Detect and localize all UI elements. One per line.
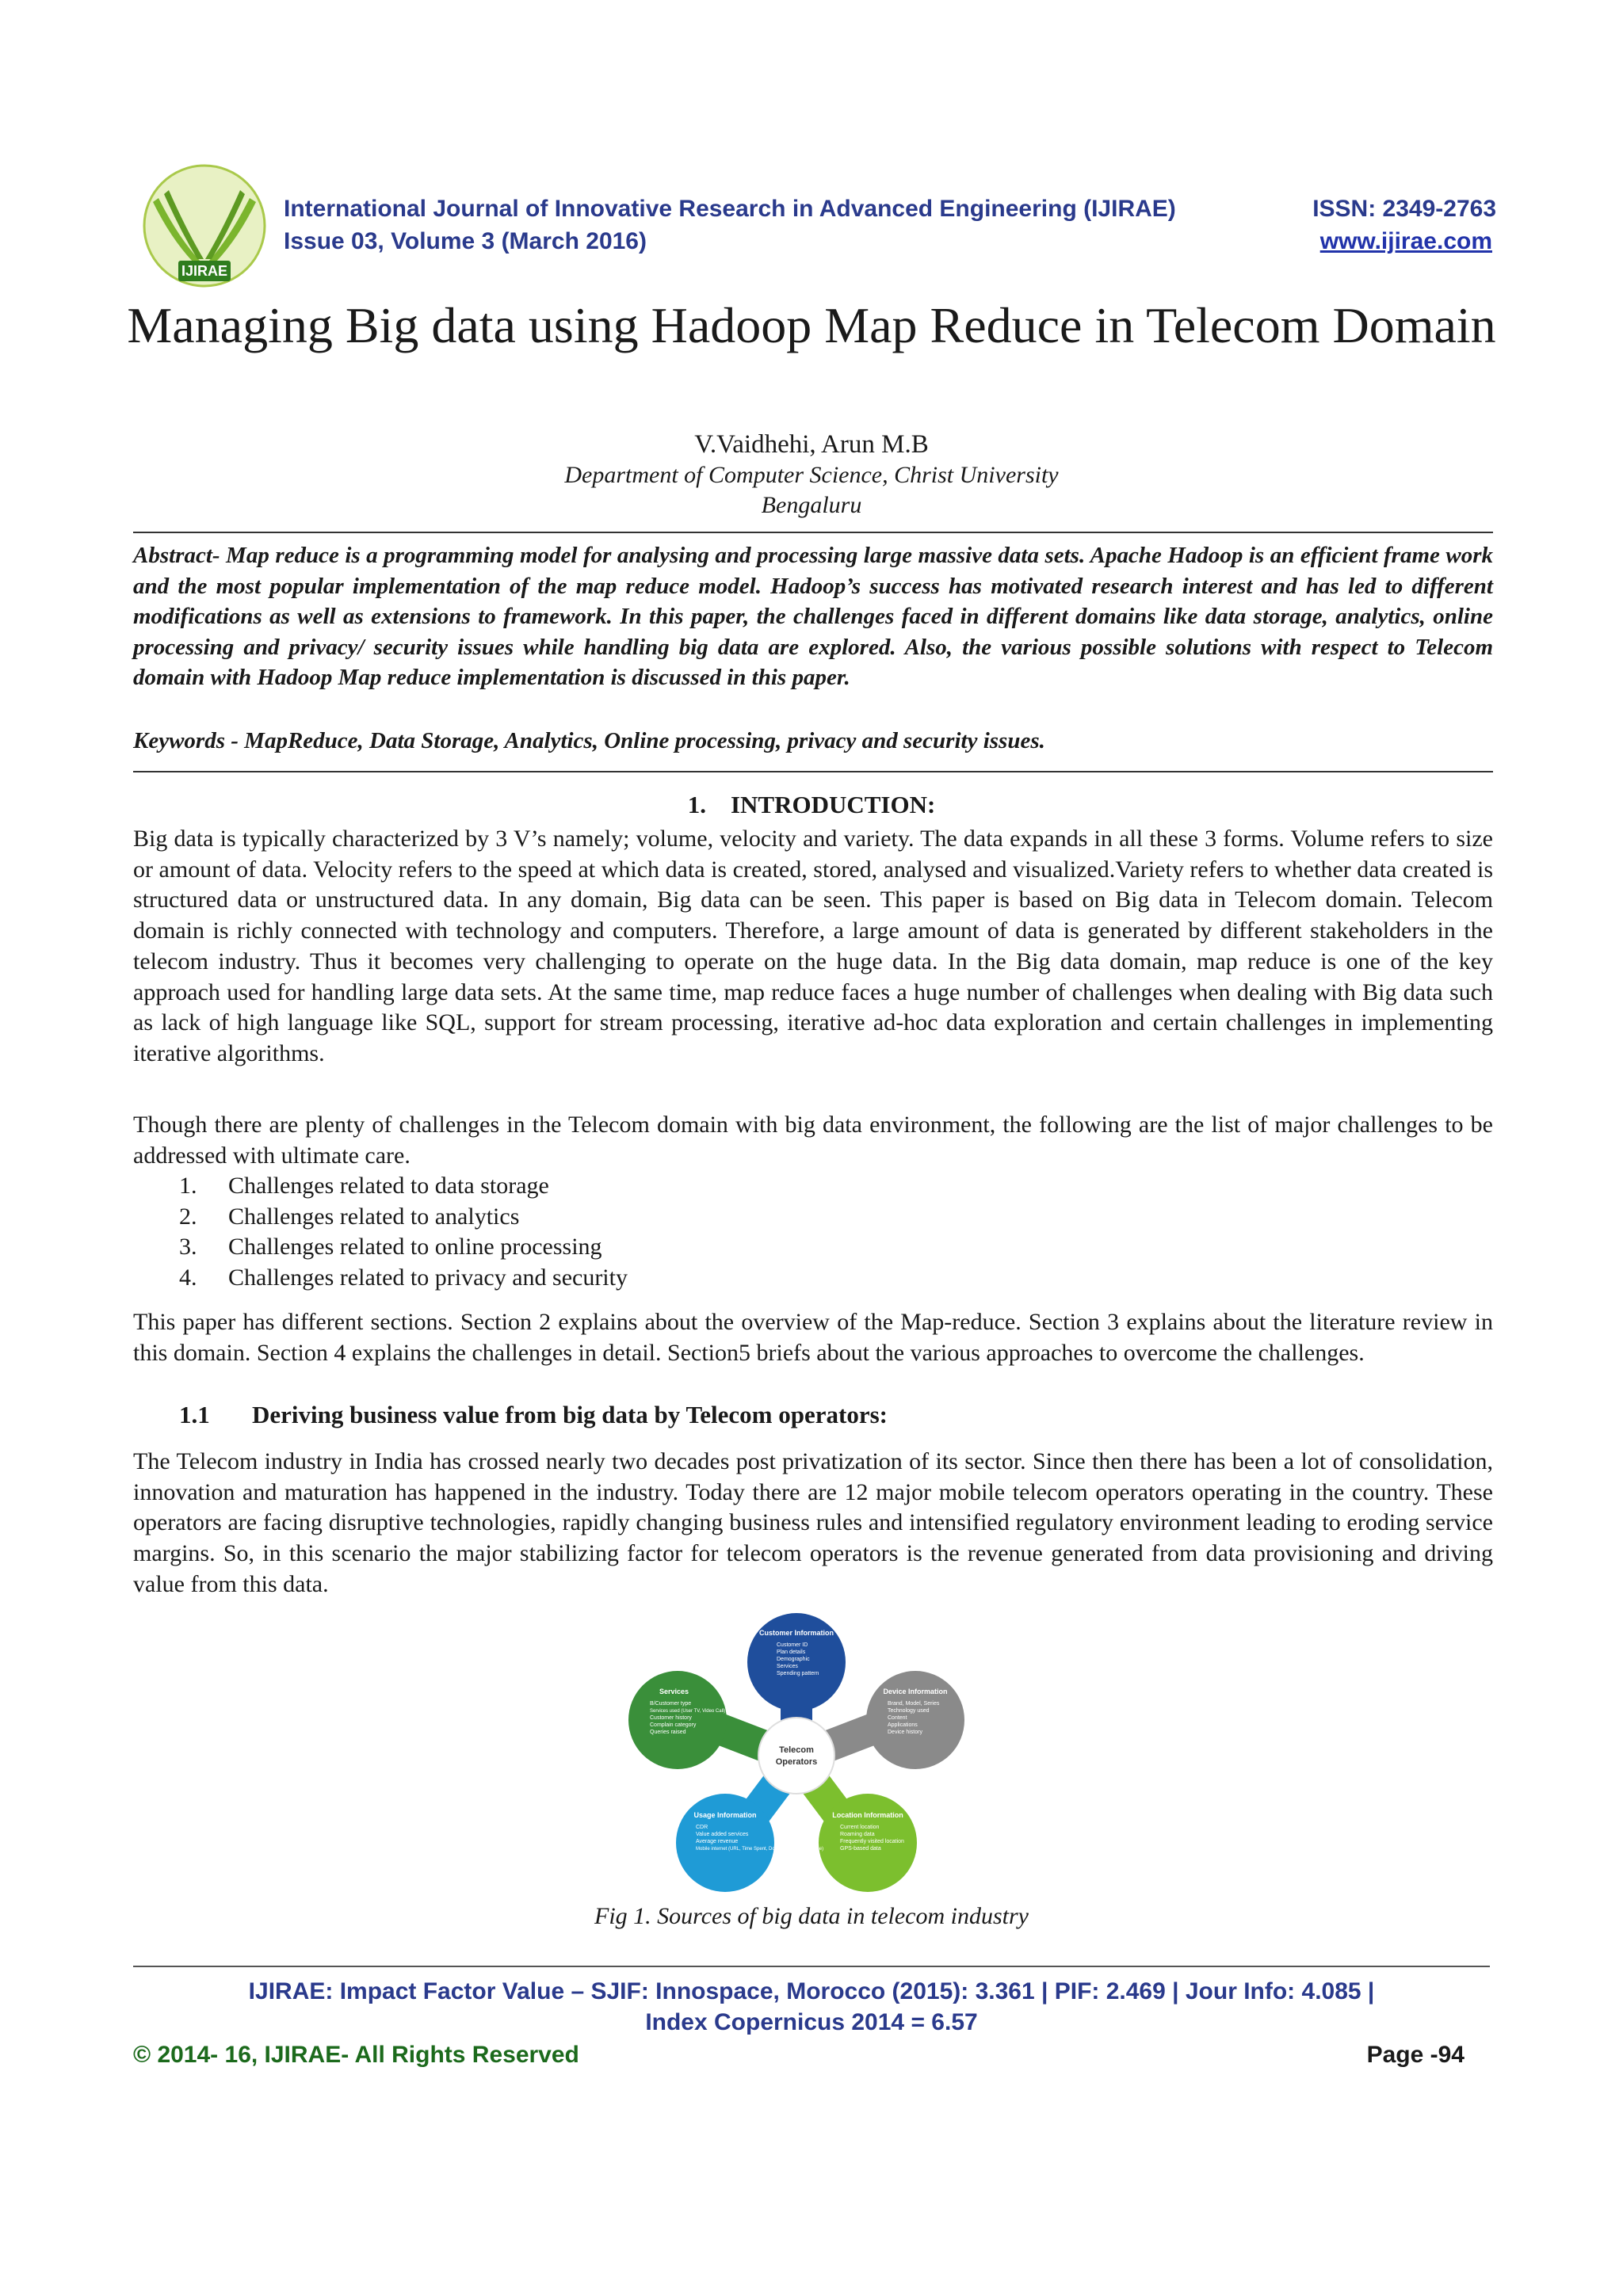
footer-divider	[133, 1966, 1490, 1967]
svg-text:Plan details: Plan details	[777, 1650, 806, 1655]
svg-text:Device Information: Device Information	[883, 1688, 948, 1695]
svg-text:Demographic: Demographic	[777, 1657, 810, 1662]
list-item: 1. Challenges related to data storage	[179, 1173, 549, 1199]
section-heading-introduction: 1. INTRODUCTION:	[687, 791, 936, 818]
ijirae-logo	[131, 162, 278, 289]
divider-bottom	[133, 771, 1493, 772]
list-item: 4. Challenges related to privacy and security	[179, 1264, 628, 1291]
figure-caption: Fig 1. Sources of big data in telecom industry	[594, 1903, 1029, 1929]
keywords: Keywords - MapReduce, Data Storage, Analytics, Online processing, privacy and security issues.	[133, 728, 1045, 753]
telecom-data-sources-figure	[610, 1613, 983, 1898]
svg-text:CDR: CDR	[696, 1825, 708, 1830]
svg-text:Frequently visited location: Frequently visited location	[840, 1839, 904, 1844]
footer-index-copernicus: Index Copernicus 2014 = 6.57	[645, 2009, 978, 2035]
svg-text:B/Customer type: B/Customer type	[650, 1701, 692, 1707]
svg-text:Roaming data: Roaming data	[840, 1832, 875, 1837]
svg-text:Services: Services	[777, 1664, 798, 1669]
list-item: 2. Challenges related to analytics	[179, 1203, 520, 1230]
svg-text:Complain category: Complain category	[650, 1722, 697, 1728]
intro-paragraph-1: Big data is typically characterized by 3 V’s namely; volume, velocity and variety. The data expands in all these 3 forms. Volume refers to size or amount of data. Velocity refers to the speed at which data is created, stored, analysed and visualized.Variety refers to whether data created is structured data or unstructured data. In any domain, Big data can be seen. This paper is based on Big data in Telecom domain. Telecom domain is richly connected with technology and computers. Therefore, a large amount of data is generated by different stakeholders in the telecom industry. Thus it becomes very challenging to operate on the huge data. In the Big data domain, map reduce is one of the key approach used for handling large data sets. At the same time, map reduce faces a huge number of challenges when dealing with Big data such as lack of high language like SQL, support for stream processing, iterative ad-hoc data exploration and certain challenges in implementing iterative algorithms.	[133, 826, 1493, 1066]
subsection-paragraph: The Telecom industry in India has crossed nearly two decades post privatization of its sector. Since then there has been a lot of consolidation, innovation and maturation has happened in the industry. Today there are 12 major mobile telecom operators operating in the country. These operators are facing disruptive technologies, rapidly changing business rules and intensified regulatory environment leading to eroding service margins. So, in this scenario the major stabilizing factor for telecom operators is the revenue generated from data provisioning and driving value from this data.	[133, 1448, 1493, 1597]
list-item: 3. Challenges related to online processing	[179, 1234, 602, 1261]
petal-device-information	[866, 1671, 964, 1769]
svg-text:Services: Services	[659, 1688, 689, 1695]
svg-text:Technology used: Technology used	[888, 1708, 930, 1714]
subsection-title: Deriving business value from big data by Telecom operators:	[252, 1401, 888, 1428]
abstract: Abstract- Map reduce is a programming model for analysing and processing large massive data sets. Apache Hadoop is an efficient frame work and the most popular implementation of the map reduce model. Hadoop’s success has motivated research interest and has led to different modifications as well as extensions to framework. In this paper, the challenges faced in different domains like data storage, analytics, online processing and privacy/ security issues while handling big data are explored. Also, the various possible solutions with respect to Telecom domain with Hadoop Map reduce implementation is discussed in this paper.	[133, 543, 1493, 690]
center-node	[758, 1718, 834, 1794]
svg-text:Usage Information: Usage Information	[693, 1811, 757, 1819]
svg-text:Customer Information: Customer Information	[758, 1629, 834, 1637]
challenges-list	[133, 1171, 628, 1294]
svg-text:Mobile internet (URL, Time Spe: Mobile internet (URL, Time Spent, Downloads, Content type)	[696, 1847, 824, 1852]
paper-title: Managing Big data using Hadoop Map Reduce in Telecom Domain	[127, 297, 1496, 353]
footer-impact-factor: IJIRAE: Impact Factor Value – SJIF: Innospace, Morocco (2015): 3.361 | PIF: 2.469 | Jour Info: 4.085 |	[248, 1978, 1375, 2004]
petal-usage-information	[676, 1794, 823, 1892]
issn: ISSN: 2349-2763	[1312, 196, 1496, 222]
svg-text:Customer ID: Customer ID	[777, 1642, 808, 1648]
journal-name: International Journal of Innovative Research in Advanced Engineering (IJIRAE)	[284, 196, 1176, 222]
journal-url-link[interactable]: www.ijirae.com	[1319, 228, 1492, 254]
logo-text: IJIRAE	[181, 263, 228, 279]
authors: V.Vaidhehi, Arun M.B	[694, 430, 929, 459]
svg-text:Spending pattern: Spending pattern	[777, 1671, 819, 1676]
svg-text:Services used (User TV, Video: Services used (User TV, Video Call)	[650, 1709, 726, 1714]
petal-customer-information	[747, 1613, 846, 1711]
svg-text:Telecom: Telecom	[779, 1745, 814, 1755]
divider-top	[133, 532, 1493, 533]
svg-text:Value added services: Value added services	[696, 1832, 749, 1837]
svg-text:Brand, Model, Series: Brand, Model, Series	[888, 1701, 940, 1707]
intro-paragraph-3: This paper has different sections. Section 2 explains about the overview of the Map-reduce. Section 3 explains about the literature review in this domain. Section 4 explains the challenges in detail. Section5 briefs about the various approaches to overcome the challenges.	[133, 1309, 1493, 1366]
svg-text:Current location: Current location	[840, 1825, 880, 1830]
issue-info: Issue 03, Volume 3 (March 2016)	[284, 228, 647, 254]
svg-text:GPS-based data: GPS-based data	[840, 1846, 881, 1852]
petal-services	[628, 1671, 727, 1769]
svg-text:Applications: Applications	[888, 1722, 918, 1728]
svg-text:Device history: Device history	[888, 1730, 922, 1735]
svg-text:Content: Content	[888, 1715, 907, 1721]
affiliation-city: Bengaluru	[761, 492, 862, 518]
intro-paragraph-2: Though there are plenty of challenges in the Telecom domain with big data environment, the following are the list of major challenges to be addressed with ultimate care.	[133, 1112, 1493, 1169]
affiliation-department: Department of Computer Science, Christ University	[564, 462, 1059, 488]
petal-location-information	[819, 1794, 917, 1892]
svg-text:Customer history: Customer history	[650, 1715, 692, 1721]
page-number: Page -94	[1366, 2042, 1465, 2068]
svg-text:Location Information: Location Information	[832, 1811, 903, 1819]
svg-text:Operators: Operators	[775, 1757, 818, 1767]
subsection-number: 1.1	[179, 1401, 210, 1428]
subsection-heading	[179, 1401, 888, 1429]
footer-copyright: © 2014- 16, IJIRAE- All Rights Reserved	[133, 2042, 579, 2068]
svg-text:Queries raised: Queries raised	[650, 1730, 686, 1735]
svg-text:Average revenue: Average revenue	[696, 1839, 739, 1844]
